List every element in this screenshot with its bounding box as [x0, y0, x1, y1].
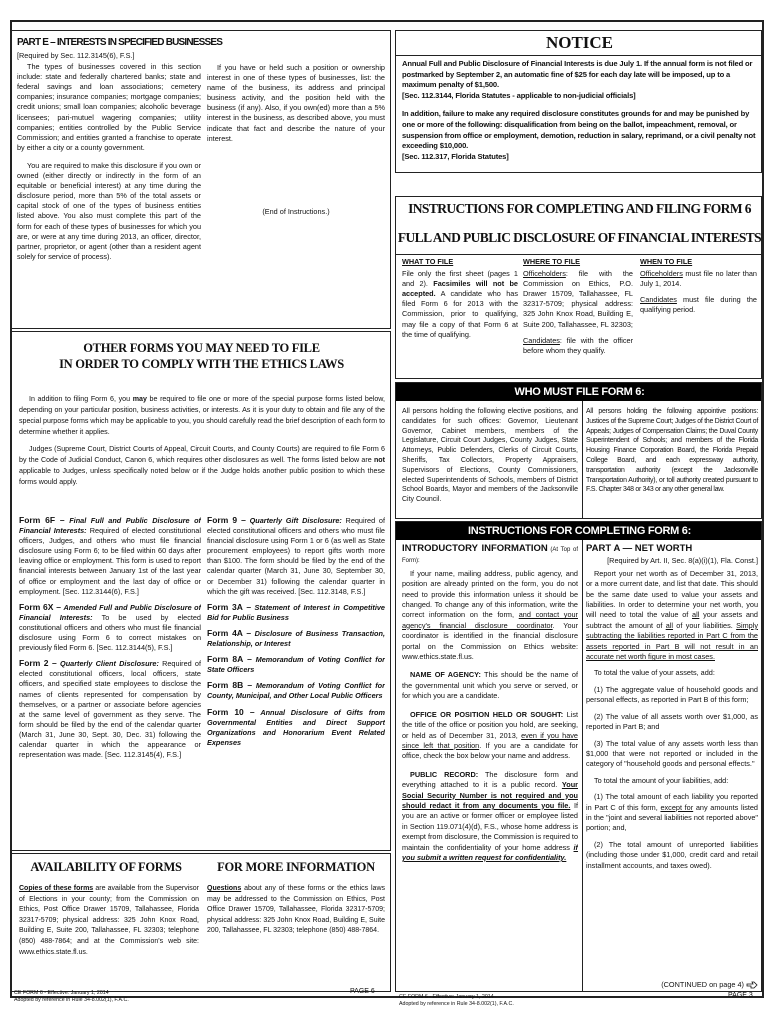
part-e-para-2: You are required to make this disclosure if you own or owned (either directly or indirectly in the form of an equitable or beneficial interest) at any time during the disclosure period, more than 5% of the total assets or capital stock of one of the types of business entities listed above. You also must complete this part of the form for each of these types of businesses for which you are, or were at any time during 2013, an officer, director, partner, proprietor, or agent (other than a resident agent solely for service of process).: [17, 160, 201, 261]
form-9-label: Form 9 –: [207, 515, 246, 525]
availability-title: AVAILABILITY OF FORMS: [30, 860, 182, 874]
intro-text-c: be required to file one or more of the special purpose forms listed below, depending on your particular position, business activities, or interests. As it is your duty to obtain and file any of the special purpose forms which may be applicable to you, you should carefully read the brief description of each form to determine whether it applies.: [19, 395, 385, 436]
form-8a-item: [207, 654, 385, 675]
form-10-title: Annual Disclosure of Gifts from Governmental Entities and Direct Support Organizations and Honorarium Event Related Expenses: [207, 707, 385, 747]
form-4a-item: [207, 628, 385, 649]
availability-lead: Copies of these forms: [19, 885, 94, 892]
intro-heading: INTRODUCTORY INFORMATION: [402, 544, 548, 554]
part-e-para-1: The types of businesses covered in this section include: state and federally chartered banks; state and federal savings and loan associations; cemetery companies; insurance companies; mortgage companies; credit unions; small loan companies; alcoholic beverage licensees; pari-mutuel wagering companies; utility companies; entities controlled by the Public Service Commission; and entities granted a franchise to operate by either a city or a county government.: [17, 62, 201, 152]
who-elective: All persons holding the following elective positions, and candidates for such offices: Governor, Lieutenant Governor, Cabinet members, members of the Legislature, Circuit Court Judges, County Judges, State Attorneys, Public Defenders, Clerks of Circuit Courts, Sheriffs, Tax Collectors, Property Appraisers, Supervisors of Elections, County Commissioners, elected Superintendents of Schools, members of District School Boards, Mayor and members of the Jacksonville City Council.: [402, 408, 578, 504]
completing-title: INSTRUCTIONS FOR COMPLETING FORM 6:: [396, 522, 762, 540]
form-3a-label: Form 3A –: [207, 601, 252, 612]
left-page-number: PAGE 6: [350, 988, 375, 995]
form-8b-title: Memorandum of Voting Conflict for County, Municipal, and Other Local Public Officers: [207, 681, 385, 701]
forms-left-column: [19, 515, 201, 845]
instructions-rule: [396, 254, 762, 255]
liability-1-b: any amounts listed in the "joint and several liabilities not reported above" portion; and,: [586, 802, 758, 833]
form-9-item: [207, 515, 385, 597]
other-forms-title-1: OTHER FORMS YOU MAY NEED TO FILE: [83, 341, 320, 355]
notice-ref-2: [Sec. 112.317, Florida Statutes]: [402, 151, 509, 161]
left-footer: [14, 990, 214, 1003]
liability-1-except: except for: [660, 802, 694, 812]
more-info-body: about any of these forms or the ethics laws may be addressed to the Commission on Ethics, Post Office Drawer 15709, Tallahassee, Florida 32317-5709; physical address: 325 John Knox Road, Building E, Suite 200, Tallahassee, FL 32303; telephone (850) 488-7864.: [207, 885, 385, 935]
notice-para-1: Annual Full and Public Disclosure of Financial Interests is due July 1. If the annual form is not filed or postmarked by September 2, an automatic fine of $25 for each day late will be imposed, up to a maximum penalty of $1,500.: [402, 59, 753, 90]
notice-ref-1: [Sec. 112.3144, Florida Statutes - applicable to non-judicial officials]: [402, 90, 636, 100]
part-a-all-1: all: [692, 610, 700, 620]
part-a-all-2: all: [665, 620, 674, 630]
right-footer-line-2: Adopted by reference in Rule 34-8.002(1), F.A.C.: [399, 1000, 514, 1007]
agency-text: This should be the name of the governmental unit which you serve or served, or for which you are a candidate.: [402, 670, 578, 701]
notice-text: [402, 59, 758, 162]
other-forms-box: [10, 331, 391, 851]
more-info-title: FOR MORE INFORMATION: [217, 860, 375, 874]
intro-text-a: In addition to filing Form 6, you: [29, 395, 133, 403]
completing-right-column: [586, 544, 758, 980]
form-6f-item: [19, 515, 201, 597]
part-e-para-3: If you have or held such a position or ownership interest in one of these types of businesses, list: the name of the business, its address and principal business activity, and the position held with the business (if any). Also, if you own(ed) more than a 5% interest in the business, as described above, you must indicate that fact and describe the nature of your interest.: [207, 63, 385, 143]
when-to-file-heading: WHEN TO FILE: [640, 257, 693, 266]
form-2-label: Form 2 –: [19, 658, 57, 669]
where-officeholders: Officeholders: [523, 269, 566, 279]
right-footer-line-1: CE FORM 6 - Effective: January 1, 2014: [399, 994, 494, 1000]
when-candidates-text: must file during the qualifying period.: [640, 295, 757, 315]
public-b: If you are an active or former officer or employee listed in Section 119.071(4)(d), F.S., whose home address is exempt from disclosure, the Commission is required to maintain the confidentiality of your home address: [402, 800, 578, 852]
when-officeholders: Officeholders: [640, 269, 683, 279]
form-3a-title: Statement of Interest in Competitive Bid for Public Business: [207, 602, 385, 622]
who-must-file-box: [395, 382, 762, 519]
agency-heading: NAME OF AGENCY:: [410, 670, 481, 680]
form-6x-title: Amended Full and Public Disclosure of Financial Interests:: [19, 602, 201, 622]
other-forms-intro: [19, 394, 385, 491]
public-confidential: if you submit a written request for confidentiality.: [402, 842, 578, 862]
availability-body: are available from the Supervisor of Elections in your county; from the Commission on Ethics, Post Office Drawer 15709, Tallahassee, Florida 32317-5709; physical address: 325 John Knox Road, Building E, Suite 200, Tallahassee, FL 32303; telephone (850) 488-7864; and at the Commission's web site: www.ethics.state.fl.us.: [19, 885, 199, 956]
instructions-title-2: FULL AND PUBLIC DISCLOSURE OF FINANCIAL INTERESTS: [397, 230, 762, 245]
form-2-item: [19, 658, 201, 760]
form-10-label: Form 10 –: [207, 706, 255, 717]
form-6x-desc: To be used by elected constitutional officers and others who must file financial disclosure using Form 6 to correct mistakes on previously filed Form 6. [Sec. 112.3144(5), F.S.]: [19, 612, 201, 653]
form-9-title: Quarterly Gift Disclosure:: [249, 516, 342, 525]
form-6x-label: Form 6X –: [19, 601, 61, 612]
office-heading: OFFICE OR POSITION HELD OR SOUGHT:: [410, 709, 564, 719]
more-info-lead: Questions: [207, 885, 242, 892]
form-6x-item: [19, 602, 201, 653]
assets-heading: To total the value of your assets, add:: [594, 668, 715, 678]
form-10-item: [207, 707, 385, 748]
completing-divider: [582, 540, 583, 992]
availability-box: [10, 853, 391, 992]
office-underline: even if you have since left that position: [402, 730, 578, 750]
continued-text: (CONTINUED on page 4): [661, 980, 744, 989]
liability-2: (2) The total amount of unreported liabilities (including those under $1,000, credit card and retail installment accounts, and taxes owed).: [586, 839, 758, 870]
availability-text: [19, 884, 199, 958]
asset-3: (3) The total value of any assets worth less than $1,000 that were not reported or included in the category of "household goods and personal effects.": [586, 738, 758, 769]
where-candidates-text: : file with the officer before whom they qualify.: [523, 335, 633, 355]
who-must-file-title: WHO MUST FILE FORM 6:: [396, 383, 762, 401]
public-a: The disclosure form and everything attached to it is a public record.: [402, 769, 578, 790]
notice-box: [395, 30, 762, 173]
where-officeholders-text: : file with the Commission on Ethics, P.O. Drawer 15709, Tallahassee, FL 32317-5709; physical address: 325 John Knox Road, Building E, Suite 200, Tallahassee, FL 32303;: [523, 269, 633, 329]
what-to-file-c: A candidate who has filed Form 6 for 2013 with the Commission, prior to qualifying, may file a copy of that Form 6 at the time of qualifying.: [402, 289, 518, 339]
instructions-title-1: INSTRUCTIONS FOR COMPLETING AND FILING FORM 6: [408, 201, 751, 216]
continued-note: [646, 980, 758, 990]
forms-right-column: [207, 515, 385, 845]
what-to-file: [402, 257, 518, 340]
public-ssn: Your Social Security Number is not required and you should redact it from any documents you file.: [402, 780, 578, 810]
when-candidates: Candidates: [640, 295, 677, 305]
asset-1: (1) The aggregate value of household goods and personal effects, as reported in Part B of this form;: [586, 684, 758, 705]
end-of-instructions: (End of Instructions.): [262, 207, 330, 216]
form-6f-title: Final Full and Public Disclosure of Financial Interests:: [19, 516, 201, 536]
form-6f-desc: Required of elected constitutional officers, Judges, and others who must file financial disclosure using Form 6; to be filed within 60 days after leaving office or employment. This form is used to report financial interests between January 1st of the last year of office or employment and the last day of office or employment. [Sec. 112.3144(6), F.S.]: [19, 526, 201, 596]
form-8b-item: [207, 680, 385, 701]
where-to-file: [523, 257, 633, 359]
part-e-title: PART E – INTERESTS IN SPECIFIED BUSINESSES: [17, 37, 223, 48]
completing-left-column: [402, 544, 578, 990]
judges-text-a: Judges (Supreme Court, District Courts of Appeal, Circuit Courts, and County Courts) are required to file Form 6 by the Code of Judicial Conduct, Canon 6, which requires other disclosures as well. The forms listed below are: [19, 445, 385, 464]
completing-box: [395, 521, 762, 992]
right-page-number: PAGE 3: [728, 992, 753, 999]
part-a-warning: Simply subtracting the liabilities reported in Part C from the assets reported in Part B will not result in an accurate net worth figure in most cases.: [586, 620, 758, 662]
more-info-text: [207, 884, 385, 937]
part-a-c: of your liabilities.: [673, 620, 737, 630]
part-e-right-column: [207, 63, 385, 203]
when-officeholders-text: must file no later than July 1, 2014.: [640, 269, 757, 289]
form-6f-label: Form 6F –: [19, 515, 65, 525]
left-footer-line-2: Adopted by reference in Rule 34-8.002(1), F.A.C.: [14, 996, 129, 1003]
notice-title: NOTICE: [545, 33, 614, 52]
asset-2: (2) The value of all assets worth over $1,000, as reported in Part B; and: [586, 711, 758, 732]
part-e-box: [10, 30, 391, 329]
pointing-hand-icon: [746, 981, 758, 989]
judges-text-c: applicable to Judges, unless specifically noted below or if the Judge holds another public position to which these forms would apply.: [19, 467, 385, 486]
form-8a-label: Form 8A –: [207, 654, 252, 665]
form-3a-item: [207, 602, 385, 623]
where-to-file-heading: WHERE TO FILE: [523, 257, 581, 266]
where-candidates: Candidates: [523, 335, 560, 345]
what-to-file-b: Facsimiles will not be accepted.: [402, 279, 518, 299]
form-4a-title: Disclosure of Business Transaction, Relationship, or Interest: [207, 628, 385, 649]
liability-1-a: (1) The total amount of each liability you reported in Part C of this form,: [586, 792, 758, 812]
form-9-desc: Required of elected constitutional officers and others who must file financial disclosure using Form 1 or 6 (as well as State procurement employees) to report gifts worth more than $100. The form should be filed by the end of the calendar quarter (March 31, June 30, September 30, or December 31) following the calendar quarter in which the gift was received. [Sec. 112.3148, F.S.]: [207, 516, 385, 596]
who-divider: [582, 401, 583, 519]
instructions-box: [395, 196, 762, 379]
intro-a: If your name, mailing address, public agency, and position are already printed on the form, you do not need to provide this information unless it should be changed. To change any of this information, write the correct information on the form,: [402, 568, 578, 620]
what-to-file-heading: WHAT TO FILE: [402, 257, 454, 266]
part-e-required: [Required by Sec. 112.3145(6), F.S.]: [17, 51, 135, 60]
intro-may: may: [132, 395, 147, 403]
what-to-file-a: File only the first sheet (pages 1 and 2).: [402, 269, 518, 289]
part-a-heading: PART A — NET WORTH: [586, 544, 693, 554]
intro-coordinator: and contact your agency's financial disclosure coordinator: [402, 610, 578, 630]
when-to-file: [640, 257, 757, 318]
part-e-left-column: [17, 51, 201, 326]
form-8b-label: Form 8B –: [207, 680, 253, 691]
notice-rule: [396, 55, 762, 56]
left-footer-line-1: CE FORM 6 - Effective: January 1, 2014: [14, 990, 109, 996]
part-a-b: your assets and subtract the amount of: [586, 610, 758, 630]
right-footer: [399, 994, 599, 1007]
form-2-title: Quarterly Client Disclosure:: [60, 659, 159, 669]
office-b: . If you are a candidate for office, check the box below your name and address.: [402, 740, 578, 761]
judges-not: not: [373, 456, 385, 464]
other-forms-title-2: IN ORDER TO COMPLY WITH THE ETHICS LAWS: [59, 357, 344, 371]
liabilities-heading: To total the amount of your liabilities, add:: [594, 775, 729, 785]
form-2-desc: Required of elected constitutional officers, local officers, state officers, and specified state employees to disclose the names of clients represented for compensation by themselves, or a partner or associate before agencies at the same level of government as they serve. The form should be filed by the end of the calendar quarter (March 31, June 30, Sept. 30, Dec. 31) following the calendar quarter in which the appearance or representation was made. [Sec. 112.3145(4), F.S.]: [19, 659, 201, 760]
intro-note: (At Top of Form):: [402, 547, 578, 565]
who-appointive: All persons holding the following appointive positions: Justices of the Supreme Court; Judges of the District Court of Appeals; Judges of Compensation Claims; the Duval County Superintendent of Schools; and members of the Florida Housing Finance Corporation Board, the Florida Prepaid College Board, and each expressway authority, transportation authority (except the Jacksonville Transportation Authority), or toll authority created pursuant to F.S. Chapter 348 or 343 or any other general law.: [586, 408, 758, 494]
intro-b: . Your coordinator is identified in the financial disclosure portal on the Commission on Ethics website: www.ethics.state.fl.us.: [402, 620, 578, 662]
public-heading: PUBLIC RECORD:: [410, 769, 479, 779]
part-a-required: [Required by Art. II, Sec. 8(a)(i)(1), Fla. Const.]: [607, 556, 758, 566]
notice-para-2: In addition, failure to make any required disclosure constitutes grounds for and may be punished by one or more of the following: disqualification from being on the ballot, impeachment, removal, or suspension from office or employment, demotion, reduction in salary, reprimand, or a civil penalty not exceeding $10,000.: [402, 109, 756, 151]
form-4a-label: Form 4A –: [207, 627, 252, 638]
form-8a-title: Memorandum of Voting Conflict for State Officers: [207, 655, 385, 675]
part-a-a: Report your net worth as of December 31, 2013, or a more current date, and list that date. This should be the same date used to value your assets and liabilities. In order to determine your net worth, you will need to total the value of: [586, 568, 758, 620]
office-a: List the title of the office or position you hold, are seeking, or held as of December 31, 2013,: [402, 709, 578, 740]
